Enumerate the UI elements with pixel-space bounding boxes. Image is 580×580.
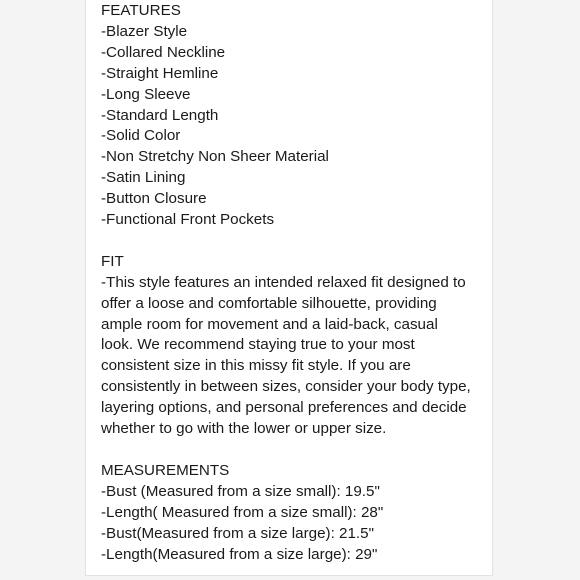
feature-item: -Blazer Style xyxy=(101,22,188,40)
measurement-item: -Bust (Measured from a size small): 19.5" xyxy=(101,482,380,500)
features-heading: FEATURES xyxy=(101,2,181,19)
feature-item: -Functional Front Pockets xyxy=(101,211,275,229)
fit-text-line: look. We recommend staying true to your most xyxy=(101,336,415,354)
feature-item: -Straight Hemline xyxy=(101,64,219,82)
product-description xyxy=(101,1,485,565)
fit-text-line: -This style features an intended relaxed fit designed to xyxy=(101,273,466,291)
feature-item: -Collared Neckline xyxy=(101,43,226,61)
measurement-item: -Length( Measured from a size small): 28" xyxy=(101,503,384,521)
feature-item: -Non Stretchy Non Sheer Material xyxy=(101,148,329,166)
measurements-heading: MEASUREMENTS xyxy=(101,461,230,479)
feature-item: -Satin Lining xyxy=(101,169,186,187)
feature-item: -Solid Color xyxy=(101,127,181,145)
fit-text-line: whether to go with the lower or upper size. xyxy=(101,420,387,438)
section-spacer xyxy=(101,231,485,252)
fit-heading: FIT xyxy=(101,252,124,270)
feature-item: -Long Sleeve xyxy=(101,85,191,103)
fit-text-line: ample room for movement and a laid-back, casual xyxy=(101,315,438,333)
fit-text-line: consistent size in this missy fit style. If you are xyxy=(101,357,411,375)
measurement-item: -Length(Measured from a size large): 29" xyxy=(101,545,378,563)
fit-text-line: layering options, and personal preferences and decide xyxy=(101,399,467,417)
fit-text-line: offer a loose and comfortable silhouette, providing xyxy=(101,294,437,312)
feature-item: -Button Closure xyxy=(101,190,207,208)
measurement-item: -Bust(Measured from a size large): 21.5" xyxy=(101,524,374,542)
section-spacer xyxy=(101,440,485,461)
feature-item: -Standard Length xyxy=(101,106,219,124)
fit-text-line: consistently in between sizes, consider your body type, xyxy=(101,378,471,396)
